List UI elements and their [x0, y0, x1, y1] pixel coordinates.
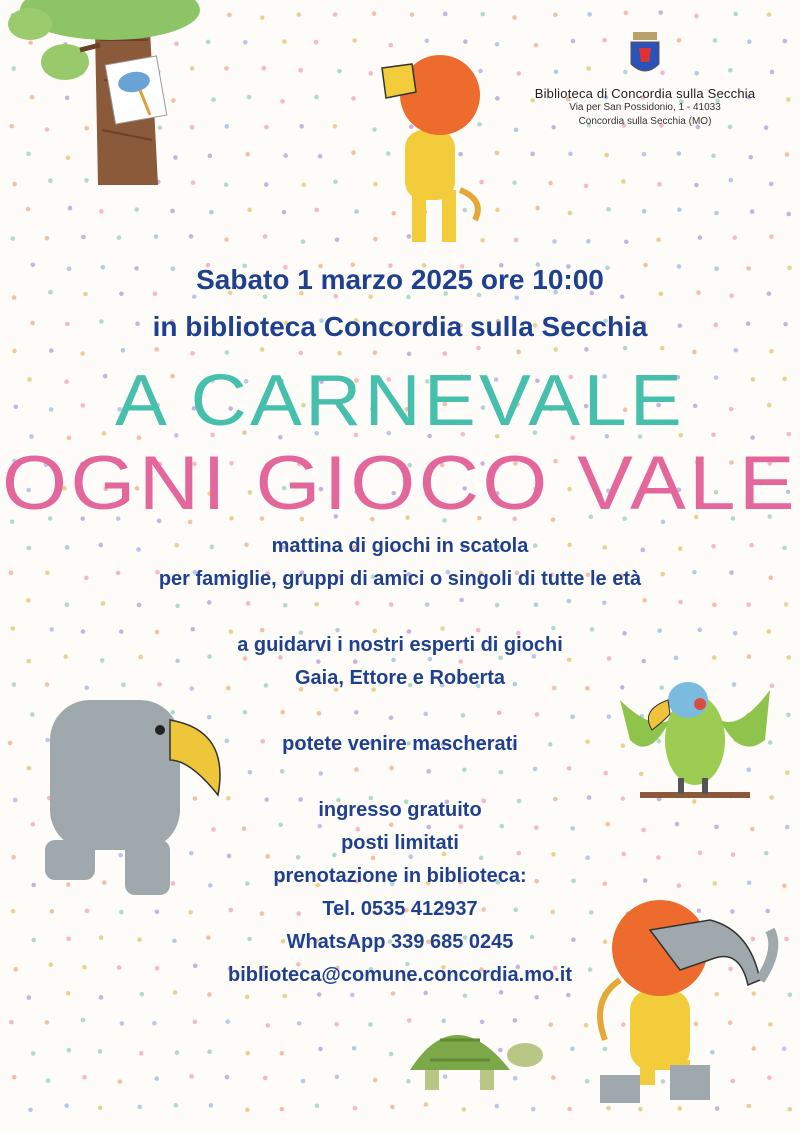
- confetti-dot: [711, 153, 716, 158]
- confetti-dot: [282, 39, 287, 44]
- confetti-dot: [225, 350, 230, 355]
- library-address-line1: Via per San Possidonio, 1 - 41033: [569, 102, 721, 113]
- title-line-2: OGNI GIOCO VALE: [2, 441, 798, 526]
- confetti-dot: [350, 993, 355, 998]
- confetti-dot: [530, 152, 535, 157]
- confetti-dot: [770, 70, 775, 75]
- confetti-dot: [260, 15, 265, 20]
- confetti-dot: [67, 1048, 72, 1053]
- confetti-dot: [247, 95, 252, 100]
- confetti-dot: [512, 180, 517, 185]
- confetti-dot: [120, 1021, 125, 1026]
- confetti-dot: [245, 1051, 250, 1056]
- confetti-dot: [154, 234, 159, 239]
- confetti-dot: [81, 235, 86, 240]
- confetti-dot: [769, 234, 774, 239]
- detail-line: potete venire mascherati: [282, 733, 518, 755]
- confetti-dot: [118, 1079, 123, 1084]
- confetti-dot: [750, 209, 755, 214]
- confetti-dot: [692, 350, 697, 355]
- confetti-dot: [139, 1051, 144, 1056]
- confetti-dot: [247, 208, 252, 213]
- library-name: Biblioteca di Concordia sulla Secchia: [534, 86, 756, 101]
- confetti-dot: [623, 346, 628, 351]
- confetti-dot: [224, 66, 229, 71]
- confetti-dot: [729, 178, 734, 183]
- tree-illustration: [0, 0, 200, 190]
- confetti-dot: [732, 235, 737, 240]
- confetti-dot: [211, 97, 216, 102]
- confetti-dot: [174, 1103, 179, 1108]
- confetti-dot: [208, 153, 213, 158]
- confetti-dot: [227, 13, 232, 18]
- event-date: Sabato 1 marzo 2025 ore 10:00: [196, 264, 604, 295]
- confetti-dot: [301, 239, 306, 244]
- elephant-illustration: [30, 680, 230, 910]
- confetti-dot: [225, 1075, 230, 1080]
- confetti-dot: [333, 12, 338, 17]
- confetti-dot: [677, 207, 682, 212]
- confetti-dot: [694, 14, 699, 19]
- confetti-dot: [463, 39, 468, 44]
- confetti-dot: [209, 1103, 214, 1108]
- confetti-dot: [531, 1107, 536, 1112]
- email-address: biblioteca@comune.concordia.mo.it: [228, 964, 572, 986]
- confetti-dot: [282, 210, 287, 215]
- confetti-dot: [224, 182, 229, 187]
- confetti-dot: [12, 1075, 17, 1080]
- confetti-dot: [98, 1106, 103, 1111]
- confetti-dot: [299, 124, 304, 129]
- confetti-dot: [442, 351, 447, 356]
- confetti-dot: [373, 350, 378, 355]
- confetti-dot: [657, 182, 662, 187]
- confetti-dot: [245, 152, 250, 157]
- confetti-dot: [99, 209, 104, 214]
- confetti-dot: [694, 183, 699, 188]
- confetti-dot: [462, 1107, 467, 1112]
- confetti-dot: [301, 1079, 306, 1084]
- confetti-dot: [407, 352, 412, 357]
- confetti-dot: [568, 152, 573, 157]
- detail-line: mattina di giochi in scatola: [271, 535, 529, 557]
- confetti-dot: [548, 181, 553, 186]
- confetti-dot: [45, 236, 50, 241]
- confetti-dot: [318, 154, 323, 159]
- confetti-dot: [301, 182, 306, 187]
- confetti-dot: [373, 1078, 378, 1083]
- confetti-dot: [333, 124, 338, 129]
- confetti-dot: [783, 39, 788, 44]
- confetti-dot: [224, 237, 229, 242]
- confetti-dot: [389, 1052, 394, 1057]
- confetti-dot: [9, 1020, 14, 1025]
- confetti-dot: [552, 239, 557, 244]
- confetti-dot: [584, 347, 589, 352]
- confetti-dot: [243, 40, 248, 45]
- confetti-dot: [262, 66, 267, 71]
- confetti-dot: [317, 992, 322, 997]
- confetti-dot: [410, 12, 415, 17]
- detail-line: Gaia, Ettore e Roberta: [294, 667, 506, 689]
- confetti-dot: [698, 235, 703, 240]
- confetti-dot: [553, 347, 558, 352]
- confetti-dot: [516, 350, 521, 355]
- confetti-dot: [586, 239, 591, 244]
- confetti-dot: [624, 240, 629, 245]
- confetti-dot: [245, 995, 250, 1000]
- confetti-dot: [642, 152, 647, 157]
- confetti-dot: [621, 179, 626, 184]
- confetti-dot: [264, 125, 269, 130]
- confetti-dot: [353, 1106, 358, 1111]
- confetti-dot: [515, 295, 520, 300]
- confetti-dot: [263, 1076, 268, 1081]
- confetti-dot: [207, 992, 212, 997]
- confetti-dot: [352, 1046, 357, 1051]
- confetti-dot: [570, 1046, 575, 1051]
- confetti-dot: [49, 348, 54, 353]
- confetti-dot: [786, 97, 791, 102]
- confetti-dot: [280, 99, 285, 104]
- confetti-dot: [224, 124, 229, 129]
- confetti-dot: [11, 236, 16, 241]
- confetti-dot: [245, 1108, 250, 1113]
- confetti-dot: [260, 347, 265, 352]
- confetti-dot: [137, 1105, 142, 1110]
- confetti-dot: [660, 346, 665, 351]
- confetti-dot: [656, 238, 661, 243]
- confetti-dot: [769, 349, 774, 354]
- confetti-dot: [606, 207, 611, 212]
- confetti-dot: [463, 993, 468, 998]
- confetti-dot: [584, 184, 589, 189]
- municipal-crest-icon: [627, 30, 663, 80]
- confetti-dot: [80, 351, 85, 356]
- confetti-dot: [207, 1049, 212, 1054]
- confetti-dot: [624, 11, 629, 16]
- detail-line: per famiglie, gruppi di amici o singoli di tutte le età: [158, 568, 642, 590]
- confetti-dot: [264, 182, 269, 187]
- confetti-dot: [334, 1022, 339, 1027]
- confetti-dot: [209, 210, 214, 215]
- detail-line: a guidarvi i nostri esperti di giochi: [237, 634, 563, 656]
- confetti-dot: [26, 207, 31, 212]
- confetti-dot: [566, 993, 571, 998]
- title-line-1: A CARNEVALE: [114, 361, 686, 441]
- confetti-dot: [314, 40, 319, 45]
- confetti-dot: [45, 1020, 50, 1025]
- confetti-dot: [553, 13, 558, 18]
- confetti-dot: [46, 1078, 51, 1083]
- confetti-dot: [81, 1018, 86, 1023]
- confetti-dot: [642, 209, 647, 214]
- lion-illustration: [370, 50, 500, 250]
- confetti-dot: [265, 1023, 270, 1028]
- confetti-dot: [68, 206, 73, 211]
- confetti-dot: [190, 351, 195, 356]
- confetti-dot: [512, 15, 517, 20]
- confetti-dot: [297, 1021, 302, 1026]
- confetti-dot: [551, 1075, 556, 1080]
- confetti-dot: [154, 347, 159, 352]
- confetti-dot: [263, 234, 268, 239]
- confetti-dot: [476, 346, 481, 351]
- confetti-dot: [175, 1050, 180, 1055]
- phone-number: Tel. 0535 412937: [322, 898, 478, 920]
- confetti-dot: [193, 1019, 198, 1024]
- confetti-dot: [152, 1021, 157, 1026]
- confetti-dot: [283, 994, 288, 999]
- confetti-dot: [189, 234, 194, 239]
- detail-line: posti limitati: [341, 832, 459, 854]
- confetti-dot: [283, 153, 288, 158]
- confetti-dot: [534, 995, 539, 1000]
- confetti-dot: [714, 211, 719, 216]
- event-place: in biblioteca Concordia sulla Secchia: [152, 311, 648, 342]
- confetti-dot: [27, 995, 32, 1000]
- confetti-dot: [31, 1051, 36, 1056]
- confetti-dot: [117, 235, 122, 240]
- confetti-dot: [372, 11, 377, 16]
- confetti-dot: [424, 1102, 429, 1107]
- confetti-dot: [734, 348, 739, 353]
- confetti-dot: [587, 12, 592, 17]
- confetti-dot: [425, 38, 430, 43]
- confetti-dot: [733, 12, 738, 17]
- confetti-dot: [388, 43, 393, 48]
- confetti-dot: [368, 1022, 373, 1027]
- confetti-dot: [134, 207, 139, 212]
- confetti-dot: [280, 1051, 285, 1056]
- detail-line: ingresso gratuito: [318, 799, 482, 821]
- confetti-dot: [99, 995, 104, 1000]
- confetti-dot: [567, 1107, 572, 1112]
- confetti-dot: [64, 1103, 69, 1108]
- confetti-dot: [225, 1019, 230, 1024]
- turtle-illustration: [400, 1000, 550, 1100]
- confetti-dot: [170, 209, 175, 214]
- library-address-line2: Concordia sulla Secchia (MO): [578, 116, 712, 127]
- confetti-dot: [154, 1076, 159, 1081]
- confetti-dot: [335, 1075, 340, 1080]
- parrot-illustration: [610, 670, 780, 810]
- confetti-dot: [12, 349, 17, 354]
- confetti-dot: [315, 1103, 320, 1108]
- confetti-dot: [495, 42, 500, 47]
- confetti-dot: [480, 12, 485, 17]
- confetti-dot: [121, 348, 126, 353]
- confetti-dot: [351, 96, 356, 101]
- confetti-dot: [296, 12, 301, 17]
- confetti-dot: [335, 237, 340, 242]
- confetti-dot: [535, 206, 540, 211]
- confetti-dot: [443, 12, 448, 17]
- confetti-dot: [314, 95, 319, 100]
- confetti-dot: [189, 1074, 194, 1079]
- detail-line: prenotazione in biblioteca:: [273, 865, 527, 887]
- confetti-dot: [299, 351, 304, 356]
- confetti-dot: [514, 238, 519, 243]
- whatsapp-number: WhatsApp 339 685 0245: [286, 931, 514, 953]
- confetti-dot: [28, 1107, 33, 1112]
- confetti-dot: [333, 180, 338, 185]
- confetti-dot: [140, 992, 145, 997]
- confetti-dot: [337, 69, 342, 74]
- confetti-dot: [390, 1105, 395, 1110]
- confetti-dot: [786, 212, 791, 217]
- confetti-dot: [767, 12, 772, 17]
- confetti-dot: [785, 152, 790, 157]
- confetti-dot: [769, 182, 774, 187]
- confetti-dot: [280, 1107, 285, 1112]
- confetti-dot: [351, 150, 356, 155]
- confetti-dot: [82, 1075, 87, 1080]
- library-header: [520, 30, 770, 129]
- confetti-dot: [676, 151, 681, 156]
- confetti-dot: [658, 10, 663, 15]
- confetti-dot: [314, 208, 319, 213]
- confetti-dot: [494, 1104, 499, 1109]
- confetti-dot: [318, 1047, 323, 1052]
- confetti-dot: [337, 351, 342, 356]
- confetti-dot: [568, 211, 573, 216]
- confetti-dot: [352, 38, 357, 43]
- confetti-dot: [206, 40, 211, 45]
- confetti-dot: [354, 209, 359, 214]
- confetti-dot: [514, 128, 519, 133]
- confetti-dot: [98, 1049, 103, 1054]
- lion-elephant-illustration: [580, 890, 790, 1110]
- confetti-dot: [748, 155, 753, 160]
- confetti-dot: [604, 153, 609, 158]
- confetti-dot: [298, 68, 303, 73]
